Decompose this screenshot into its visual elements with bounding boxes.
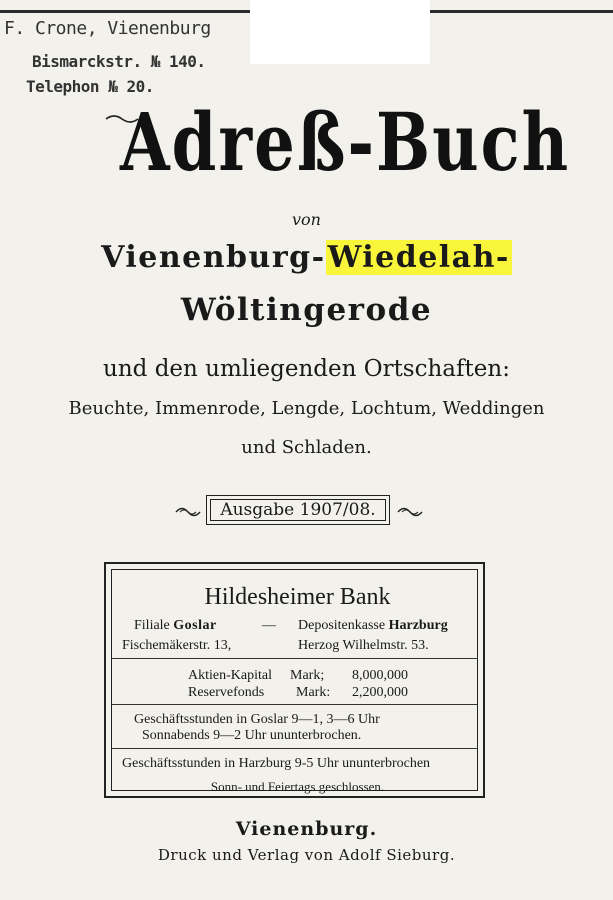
address-harzburg: Herzog Wilhelmstr. 53. <box>298 638 429 653</box>
subtitle-villages: Beuchte, Immenrode, Lengde, Lochtum, Weddingen <box>68 398 545 419</box>
reserve-unit: Mark: <box>296 685 331 700</box>
bank-inner-frame <box>111 569 478 794</box>
hours-goslar: Geschäftsstunden in Goslar 9—1, 3—6 Uhr <box>134 712 380 727</box>
stamp-line-phone: Telephon № 20. <box>26 77 154 96</box>
bank-advertisement <box>104 562 485 798</box>
place-vienenburg: Vienenburg- <box>101 240 326 275</box>
bank-divider <box>112 704 477 705</box>
edition-row <box>0 495 613 529</box>
footer-publisher: Druck und Verlag von Adolf Sieburg. <box>157 846 456 864</box>
reserve-value: 2,200,000 <box>352 685 408 700</box>
place-wiedelah-highlighted: Wiedelah- <box>327 240 510 275</box>
book-title: Adreß-Buch <box>120 96 571 190</box>
branch-goslar: Filiale Goslar <box>134 618 217 633</box>
hours-saturday: Sonnabends 9—2 Uhr ununterbrochen. <box>142 728 362 743</box>
subtitle-line-1: und den umliegenden Ortschaften: <box>103 356 510 382</box>
closed-note: Sonn- und Feiertags geschlossen. <box>210 779 385 794</box>
edition-box: Ausgabe 1907/08. <box>206 495 390 525</box>
branch-harzburg: Depositenkasse Harzburg <box>298 618 448 633</box>
capital-value: 8,000,000 <box>352 668 408 683</box>
bank-divider <box>112 658 477 659</box>
ornament-left-icon <box>174 503 202 521</box>
hours-harzburg: Geschäftsstunden in Harzburg 9-5 Uhr ununterbrochen <box>122 756 431 771</box>
place-line-1 <box>0 240 613 275</box>
branch-separator: — <box>262 618 276 633</box>
stamp-line-address: Bismarckstr. № 140. <box>32 52 206 71</box>
bank-divider <box>112 748 477 749</box>
ornament-right-icon <box>396 503 424 521</box>
bank-name: Hildesheimer Bank <box>204 584 391 610</box>
place-line-2: Wöltingerode <box>180 292 433 328</box>
address-goslar: Fischemäkerstr. 13, <box>122 638 232 653</box>
footer-city: Vienenburg. <box>235 818 378 840</box>
title-preposition: von <box>292 210 321 229</box>
paper-patch <box>250 0 430 64</box>
capital-unit: Mark; <box>290 668 325 683</box>
capital-label: Aktien-Kapital <box>188 668 272 683</box>
reserve-label: Reservefonds <box>188 685 265 700</box>
subtitle-line-3: und Schladen. <box>241 437 372 458</box>
stamp-line-name: F. Crone, Vienenburg <box>4 18 211 39</box>
owner-stamp <box>4 16 254 108</box>
